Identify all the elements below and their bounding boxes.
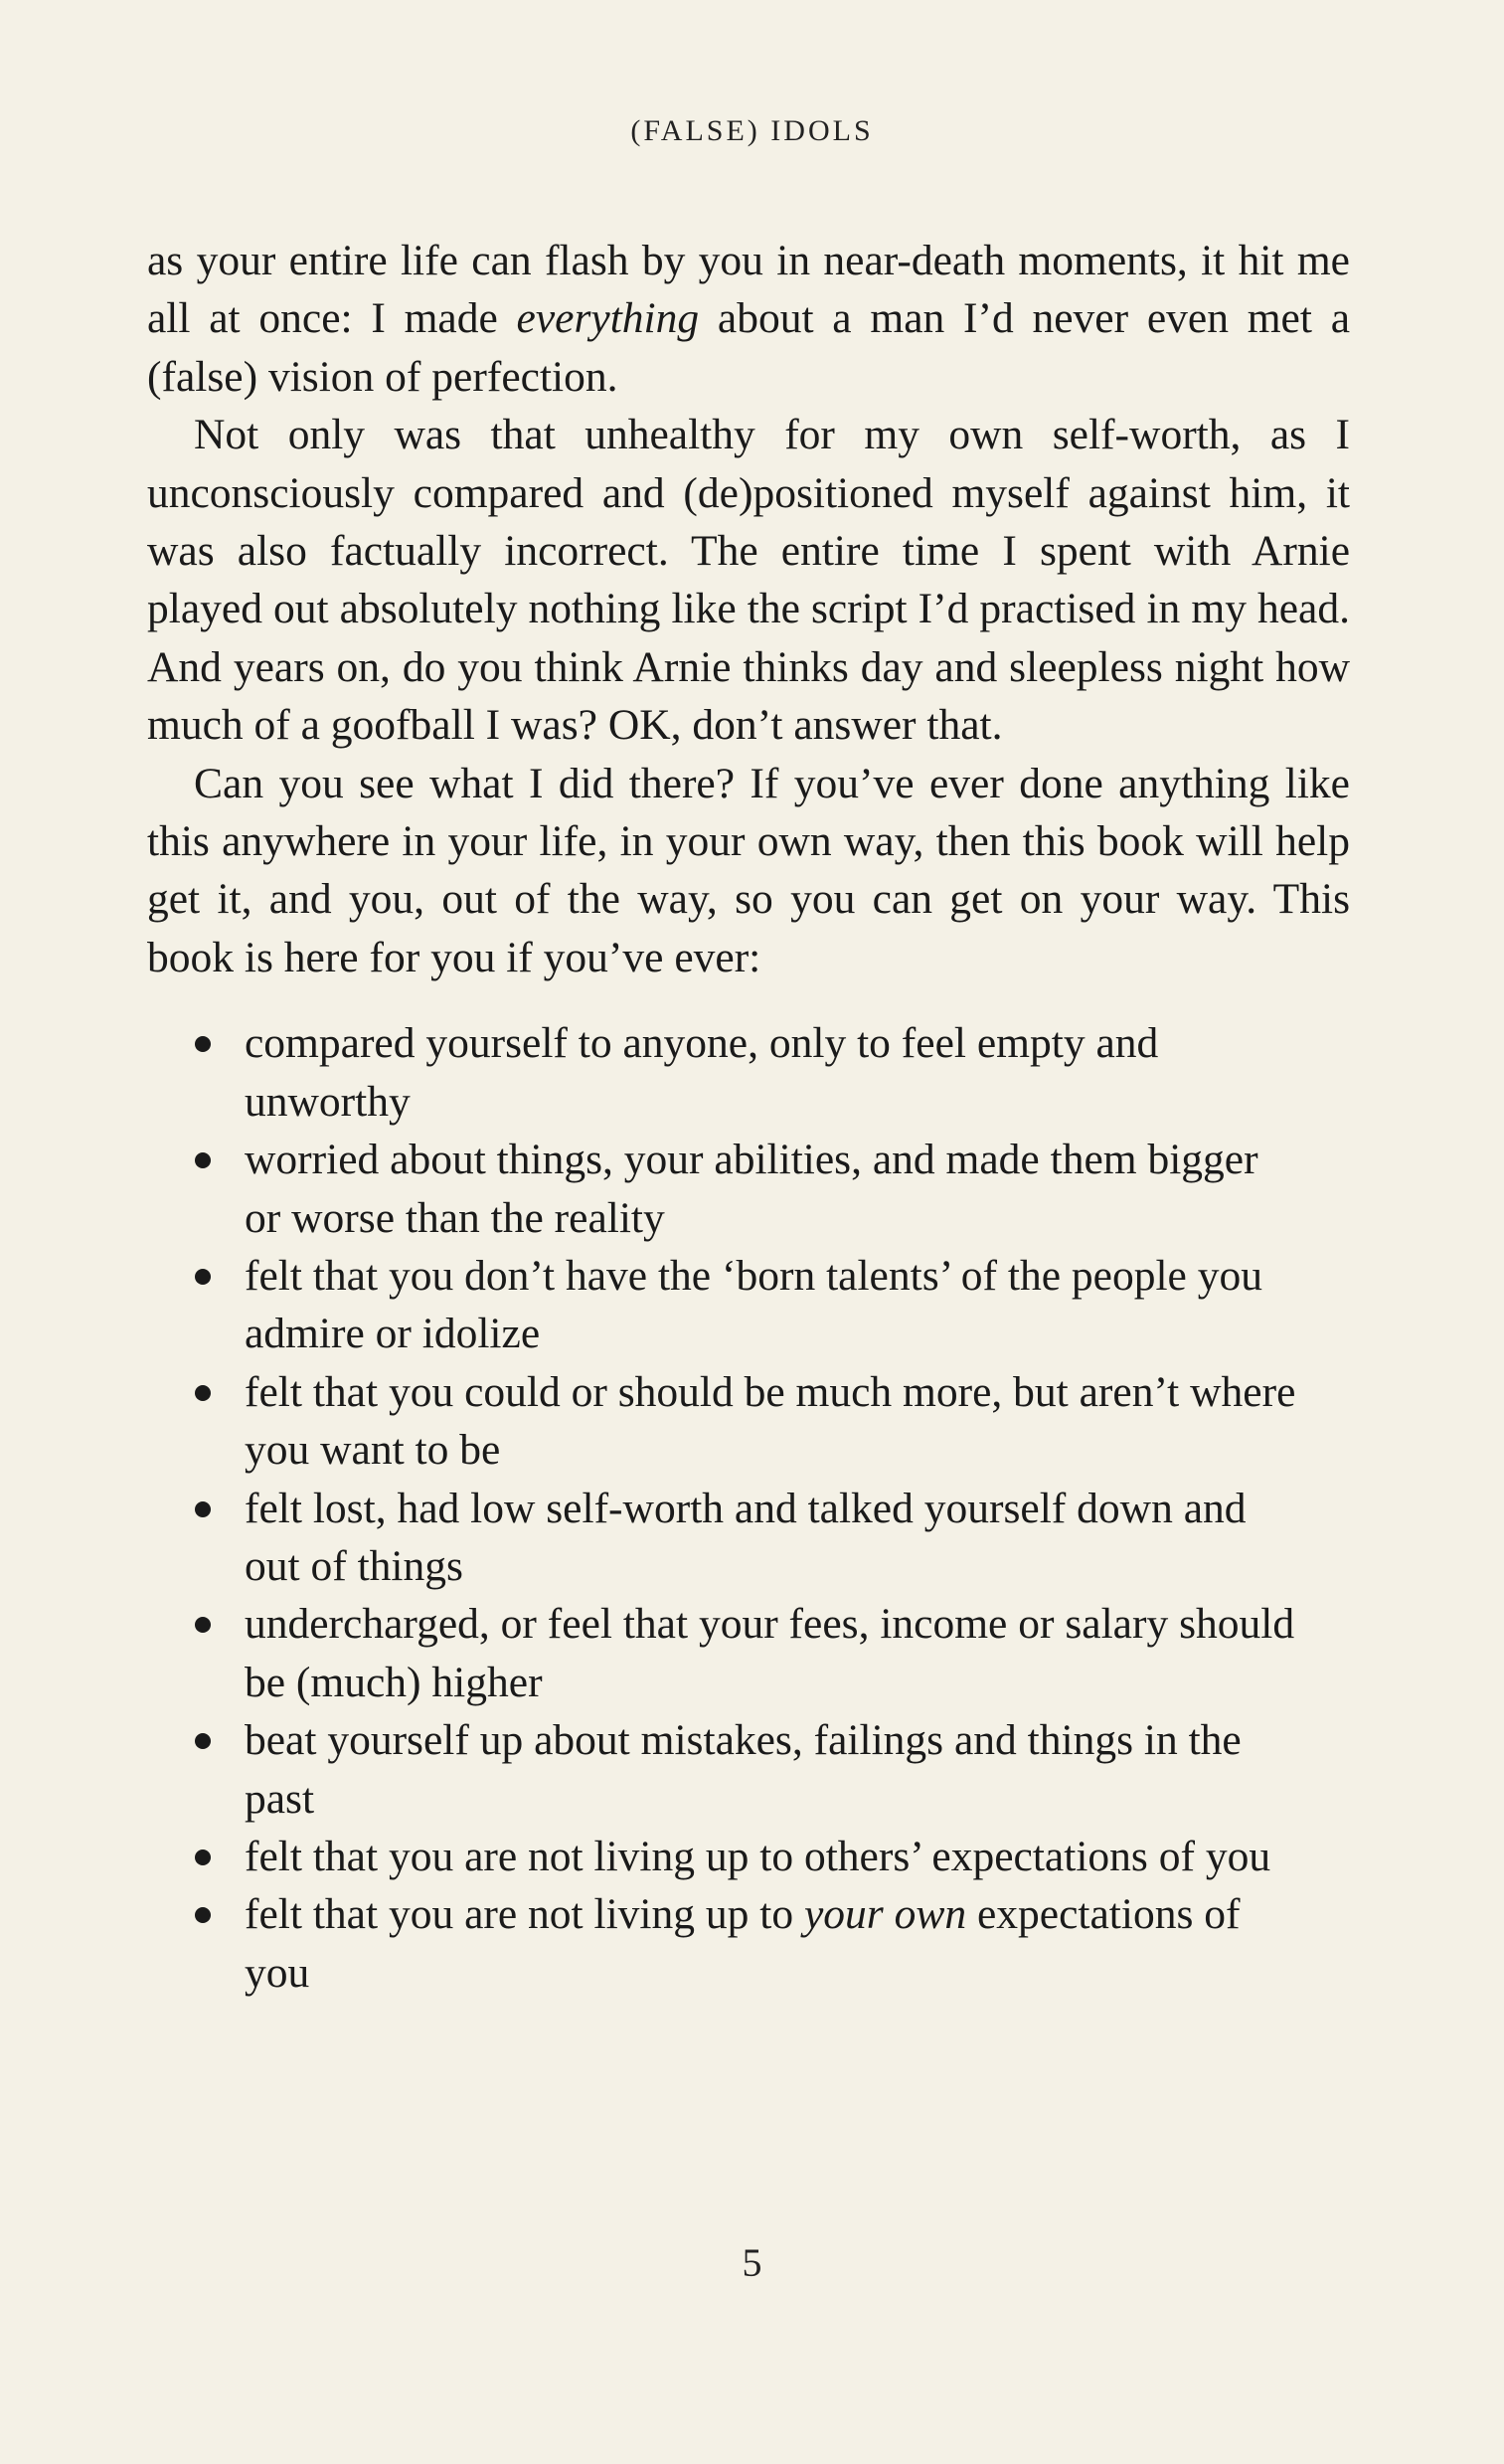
list-item-text: felt that you could or should be much more, but aren’t where you want to be bbox=[245, 1367, 1296, 1475]
list-item bbox=[147, 1480, 1350, 1596]
page-number: 5 bbox=[742, 2240, 762, 2285]
list-item-text: worried about things, your abilities, and made them bigger or worse than the reality bbox=[245, 1136, 1258, 1242]
paragraph-1-emphasis: everything bbox=[516, 294, 700, 343]
list-item bbox=[147, 1711, 1350, 1828]
list-item-text-after: expectations of you bbox=[245, 1890, 1241, 1997]
list-item bbox=[147, 1595, 1350, 1711]
body-text bbox=[147, 232, 1350, 2002]
bullet-dot-icon bbox=[195, 1501, 211, 1517]
bullet-dot-icon bbox=[195, 1733, 211, 1749]
list-item bbox=[147, 1885, 1350, 2002]
bullet-dot-icon bbox=[195, 1152, 211, 1168]
bullet-dot-icon bbox=[195, 1849, 211, 1865]
list-item bbox=[147, 1247, 1350, 1363]
bullet-dot-icon bbox=[195, 1385, 211, 1401]
paragraph-1-text-after: about a man I’d never even met a (false) vision of perfection. bbox=[147, 294, 1350, 401]
bullet-list bbox=[147, 1014, 1350, 2002]
list-item-text: felt lost, had low self-worth and talked yourself down and out of things bbox=[245, 1484, 1247, 1590]
list-item-text-before: felt that you are not living up to bbox=[245, 1890, 804, 1939]
paragraph-2: Not only was that unhealthy for my own self-worth, as I unconsciously compared and (de)positioned myself against him, it was also factually incorrect. The entire time I spent with Arnie played out absolutely nothing like the script I’d practised in my head. And years on, do you think Arnie thinks day and sleepless night how much of a goofball I was? OK, don’t answer that. bbox=[147, 411, 1350, 750]
bullet-dot-icon bbox=[195, 1269, 211, 1285]
list-item-emphasis: your own bbox=[803, 1890, 967, 1939]
list-item bbox=[147, 1131, 1350, 1247]
bullet-dot-icon bbox=[195, 1617, 211, 1633]
list-item-text: felt that you are not living up to others’ expectations of you bbox=[245, 1832, 1271, 1880]
list-item-text: compared yourself to anyone, only to feel empty and unworthy bbox=[245, 1019, 1159, 1126]
list-item-text: undercharged, or feel that your fees, income or salary should be (much) higher bbox=[245, 1600, 1295, 1706]
list-item-text: felt that you don’t have the ‘born talents’ of the people you admire or idolize bbox=[245, 1251, 1262, 1358]
list-item bbox=[147, 1363, 1350, 1480]
list-item bbox=[147, 1828, 1350, 1885]
list-item bbox=[147, 1014, 1350, 1131]
paragraph-1 bbox=[147, 232, 1350, 406]
bullet-dot-icon bbox=[195, 1036, 211, 1052]
list-item-text: beat yourself up about mistakes, failings and things in the past bbox=[245, 1716, 1242, 1823]
running-head: (FALSE) IDOLS bbox=[630, 114, 874, 147]
bullet-dot-icon bbox=[195, 1907, 211, 1923]
paragraph-3: Can you see what I did there? If you’ve ever done anything like this anywhere in your life, in your own way, then this book will help get it, and you, out of the way, so you can get on your way. This book is here for you if you’ve ever: bbox=[147, 759, 1350, 981]
paragraph-1-text-before: as your entire life can flash by you in near-death moments, it hit me all at once: I made bbox=[147, 237, 1350, 343]
